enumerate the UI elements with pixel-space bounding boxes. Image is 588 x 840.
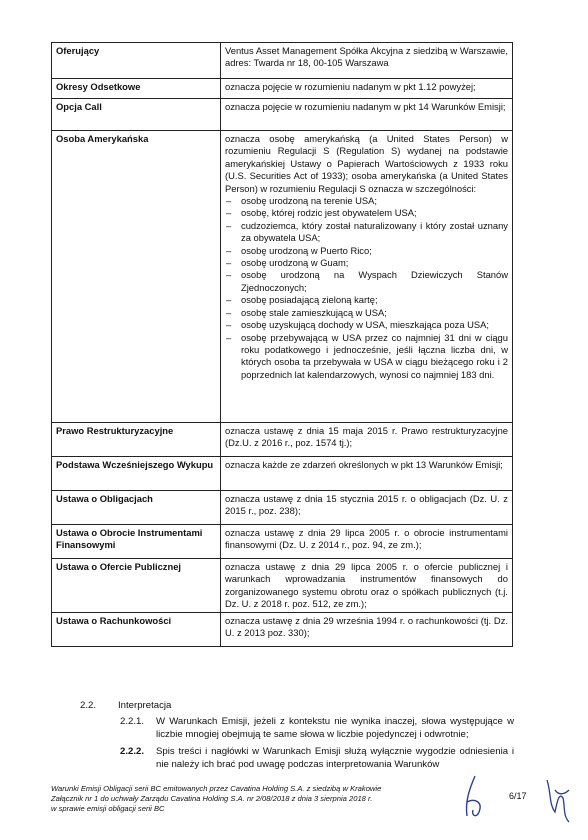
list-item: – osobę stale zamieszkującą w USA; [225, 307, 508, 319]
definition-cell [221, 559, 513, 613]
list-item: – osobę przebywającą w USA przez co najmniej 31 dni w ciągu roku podatkowego i jednocześnie, jeśli łączna liczba dni, w których osoba ta przebywała w USA w ciągu bieżącego roku i 2 poprzednich lat kalendarzowych, wynosi co najmniej 183 dni. [225, 332, 508, 382]
footer-line: Załącznik nr 1 do uchwały Zarządu Cavatina Holding S.A. nr 2/08/2018 z dnia 3 sierpnia 2018 r. [51, 794, 373, 803]
definition-cell [221, 99, 513, 131]
definition-row [52, 457, 513, 491]
definition-text: oznacza osobę amerykańską (a United States Person) w rozumieniu Regulacji S (Regulation S) wydanej na podstawie amerykańskiej Ustawy o Papierach Wartościowych z 1933 roku (U.S. Securities Act of 1933); osoba amerykańska (a United States Person) w rozumieniu Regulacji S oznacza w szczególności: [225, 133, 508, 194]
definition-cell [221, 423, 513, 457]
definition-term: Prawo Restrukturyzacyjne [52, 423, 221, 457]
definition-row [52, 612, 513, 646]
list-item: – osobę urodzoną na terenie USA; [225, 195, 508, 207]
paragraph-number: 2.2.2. [120, 746, 145, 757]
list-item: – cudzoziemca, który został naturalizowany i który został uznany za obywatela USA; [225, 220, 508, 245]
definition-text: oznacza ustawę z dnia 15 maja 2015 r. Prawo restrukturyzacyjne (Dz.U. z 2016 r., poz. 1574 tj.); [225, 425, 508, 449]
definition-term: Ustawa o Obrocie Instrumentami Finansowymi [52, 525, 221, 559]
definition-text: oznacza pojęcie w rozumieniu nadanym w pkt 14 Warunków Emisji; [225, 101, 506, 112]
definition-term: Opcja Call [52, 99, 221, 131]
definition-cell [221, 43, 513, 79]
page-footer [51, 784, 451, 814]
definition-text: oznacza ustawę z dnia 15 stycznia 2015 r. o obligacjach (Dz. U. z 2015 r., poz. 238); [225, 493, 508, 517]
definition-row [52, 79, 513, 99]
definition-text: oznacza pojęcie w rozumieniu nadanym w pkt 1.12 powyżej; [225, 81, 476, 92]
page-number: 6/17 [509, 791, 527, 801]
definition-row [52, 525, 513, 559]
definition-cell [221, 525, 513, 559]
definition-list [225, 195, 508, 381]
definition-term: Osoba Amerykańska [52, 131, 221, 423]
list-item: – osobę urodzoną w Puerto Rico; [225, 245, 508, 257]
footer-line: Warunki Emisji Obligacji serii BC emitowanych przez Cavatina Holding S.A. z siedzibą w Krakowie [51, 784, 382, 793]
list-item: – osobę posiadającą zieloną kartę; [225, 294, 508, 306]
definition-term: Oferujący [52, 43, 221, 79]
list-item: – osobę urodzoną na Wyspach Dziewiczych Stanów Zjednoczonych; [225, 269, 508, 294]
definition-text: oznacza ustawę z dnia 29 września 1994 r. o rachunkowości (tj. Dz. U. z 2013 poz. 330); [225, 614, 508, 639]
definition-row [52, 559, 513, 613]
list-item: – osobę uzyskującą dochody w USA, mieszkająca poza USA; [225, 319, 508, 331]
definition-cell [221, 79, 513, 99]
definition-cell [221, 491, 513, 525]
definition-term: Ustawa o Ofercie Publicznej [52, 559, 221, 613]
definition-row [52, 99, 513, 131]
definition-term: Podstawa Wcześniejszego Wykupu [52, 457, 221, 491]
section-number: 2.2. [80, 700, 97, 711]
definition-text: oznacza każde ze zdarzeń określonych w pkt 13 Warunków Emisji; [225, 459, 503, 470]
paragraph-text: W Warunkach Emisji, jeżeli z kontekstu nie wynika inaczej, słowa występujące w liczbie mnogiej obejmują te same słowa w liczbie pojedynczej i odwrotnie; [156, 716, 514, 740]
definition-row [52, 131, 513, 423]
definition-row [52, 43, 513, 79]
definition-cell [221, 612, 513, 646]
definition-cell [221, 457, 513, 491]
definition-term: Okresy Odsetkowe [52, 79, 221, 99]
list-item: – osobę, której rodzic jest obywatelem USA; [225, 207, 508, 219]
paragraph-text: Spis treści i nagłówki w Warunkach Emisji służą wyłącznie wygodzie odniesienia i nie należy ich brać pod uwagę podczas interpretowania Warunków [156, 746, 514, 770]
definition-text: oznacza ustawę z dnia 29 lipca 2005 r. o obrocie instrumentami finansowymi (Dz. U. z 2014 r., poz. 94, ze zm.); [225, 527, 508, 551]
section-title: Interpretacja [118, 700, 172, 711]
definition-row [52, 491, 513, 525]
definition-cell [221, 131, 513, 423]
definition-text: oznacza ustawę z dnia 29 lipca 2005 r. o ofercie publicznej i warunkach wprowadzania instrumentów finansowych do zorganizowanego systemu obrotu oraz o spółkach publicznych (t.j. Dz. U. z 2018 r. poz. 512, ze zm.); [225, 561, 508, 610]
initials-signature-2 [541, 772, 577, 832]
paragraph-number: 2.2.1. [120, 716, 145, 727]
definition-text: Ventus Asset Management Spółka Akcyjna z siedzibą w Warszawie, adres: Twarda nr 18, 00-105 Warszawa [225, 45, 508, 69]
footer-line: w sprawie emisji obligacji serii BC [51, 804, 165, 813]
definitions-table [51, 42, 513, 647]
initials-signature-1 [455, 772, 495, 828]
definition-term: Ustawa o Obligacjach [52, 491, 221, 525]
list-item: – osobę urodzoną w Guam; [225, 257, 508, 269]
definition-term: Ustawa o Rachunkowości [52, 612, 221, 646]
definition-row [52, 423, 513, 457]
